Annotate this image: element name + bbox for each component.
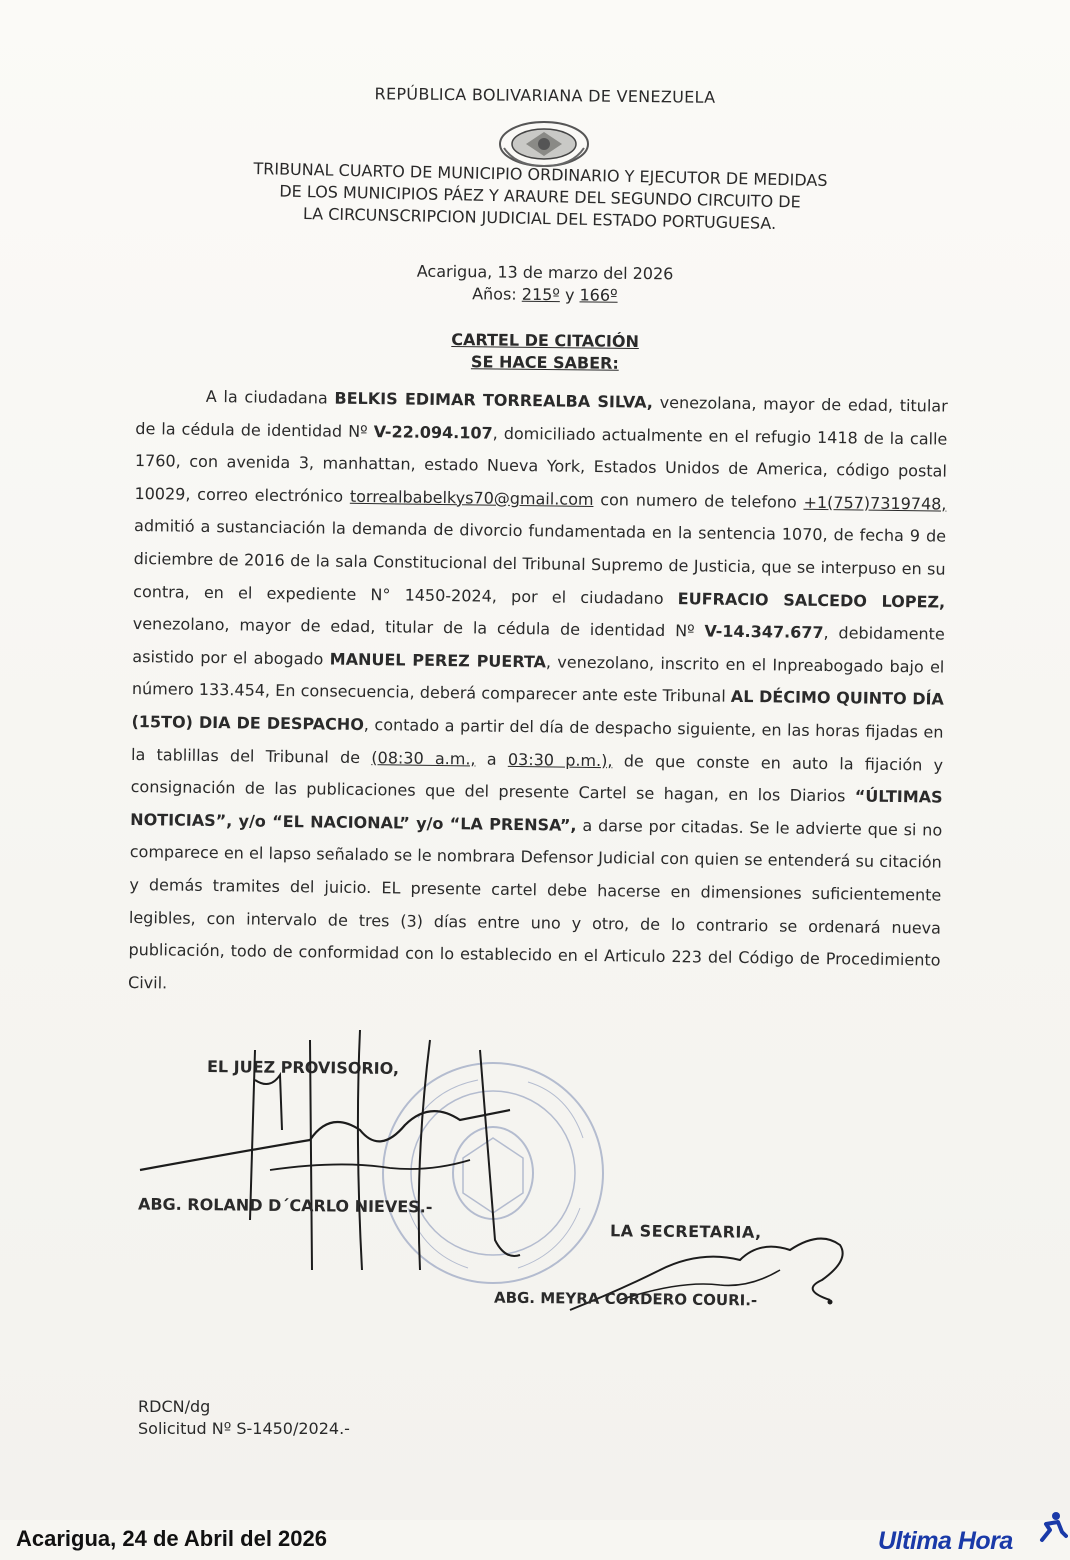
court-heading (199, 157, 880, 237)
brand-logo: Ultima Hora (878, 1527, 1013, 1555)
place-date: Acarigua, 13 de marzo del 2026 (416, 261, 674, 284)
reference-block (138, 1396, 350, 1440)
reference-initials: RDCN/dg (138, 1397, 211, 1416)
year-independence: 215º (521, 284, 561, 305)
hours-end: 03:30 p.m.), (507, 749, 613, 770)
coat-of-arms-icon (496, 118, 592, 170)
year-federation: 166º (579, 285, 618, 305)
appearance-term: AL DÉCIMO QUINTO DÍA (15TO) DIA DE DESPACHO (131, 687, 945, 734)
judge-label: EL JUEZ PROVISORIO, (206, 1056, 400, 1079)
title-line-2: SE HACE SABER: (470, 352, 619, 373)
judge-name: ABG. ROLAND D´CARLO NIEVES.- (137, 1194, 433, 1217)
body-text-2: venezolana, mayor de edad, titular de la cédula de identidad Nº (135, 392, 948, 441)
defendant-id: V-22.094.107 (373, 421, 493, 443)
publication-date: Acarigua, 24 de Abril del 2026 (16, 1526, 327, 1551)
body-text-8: , venezolano, inscrito en el Inpreabogado bajo el número 133.454, En consecuencia, deberá comparecer ante este Tribunal (131, 652, 945, 707)
citation-body (128, 380, 948, 1010)
secretary-name: ABG. MEYRA CORDERO COURI.- (493, 1288, 758, 1310)
defendant-email: torrealbabelkys70@gmail.com (349, 486, 594, 509)
document-title (400, 328, 690, 375)
lawyer-name: MANUEL PEREZ PUERTA (329, 649, 547, 672)
newspapers: “ÚLTIMAS NOTICIAS”, y/o “EL NACIONAL” y/o “LA PRENSA”, (130, 786, 943, 835)
body-text-6: venezolano, mayor de edad, titular de la cédula de identidad Nº (132, 614, 705, 641)
body-text-12: a darse por citadas. Se le advierte que si no comparece en el lapso señalado se le nombrara Defensor Judicial con quien se entenderá su citación y demás tramites del juicio. EL presente cartel debe hacerse en dimensiones suficientemente legibles, con intervalo de tres (3) días entre uno y otro, de lo contrario se ordenará nueva publicación, todo de conformidad con lo establecido en el Articulo 223 del Código de Procedimiento Civil. (127, 815, 943, 993)
year-separator: y (564, 285, 575, 305)
defendant-phone: +1(757)7319748, (803, 492, 947, 514)
body-text-3: , domiciliado actualmente en el refugio 1418 de la calle 1760, con avenida 3, manhattan, estado Nueva York, Estados Unidos de America, código postal 10029, correo electrónico (134, 423, 948, 506)
body-text-1: A la ciudadana (205, 386, 335, 408)
date-block (380, 260, 710, 307)
title-line-1: CARTEL DE CITACIÓN (451, 330, 639, 351)
court-line-1: TRIBUNAL CUARTO DE MUNICIPIO ORDINARIO Y EJECUTOR DE MEDIDAS (253, 158, 828, 191)
reference-request: Solicitud Nº S-1450/2024.- (138, 1419, 350, 1438)
court-line-2: DE LOS MUNICIPIOS PÁEZ Y ARAURE DEL SEGUNDO CIRCUITO DE (279, 181, 801, 212)
citation-paragraph (128, 380, 948, 1010)
judge-signature-icon (130, 1020, 530, 1280)
body-text-11: de que conste en auto la fijación y consignación de las publicaciones que del presente Cartel se hagan, en los Diarios (130, 750, 944, 806)
years-line (380, 282, 710, 307)
body-text-7: , debidamente asistido por el abogado (132, 623, 945, 669)
defendant-name: BELKIS EDIMAR TORREALBA SILVA, (334, 388, 654, 412)
hours-start: (08:30 a.m., (371, 747, 476, 769)
body-text-4: con numero de telefono (593, 489, 804, 512)
court-line-3: LA CIRCUNSCRIPCION JUDICIAL DEL ESTADO PORTUGUESA. (302, 204, 777, 233)
republic-heading: REPÚBLICA BOLIVARIANA DE VENEZUELA (374, 84, 716, 107)
body-text-5: admitió a sustanciación la demanda de divorcio fundamentada en la sentencia 1070, de fecha 9 de diciembre de 2016 de la sala Constitucional del Tribunal Supremo de Justicia, que se interpuso en su contra, en el expediente N° 1450-2024, por el ciudadano (133, 516, 947, 608)
body-text-10: a (475, 749, 509, 769)
years-label: Años: (472, 284, 517, 304)
plaintiff-name: EUFRACIO SALCEDO LOPEZ, (677, 588, 946, 612)
plaintiff-id: V-14.347.677 (704, 621, 824, 643)
secretary-label: LA SECRETARIA, (609, 1221, 762, 1242)
runner-icon (1036, 1510, 1068, 1544)
body-text-9: , contado a partir del día de despacho siguiente, en las horas fijadas en la tablillas del Tribunal de (130, 714, 944, 767)
